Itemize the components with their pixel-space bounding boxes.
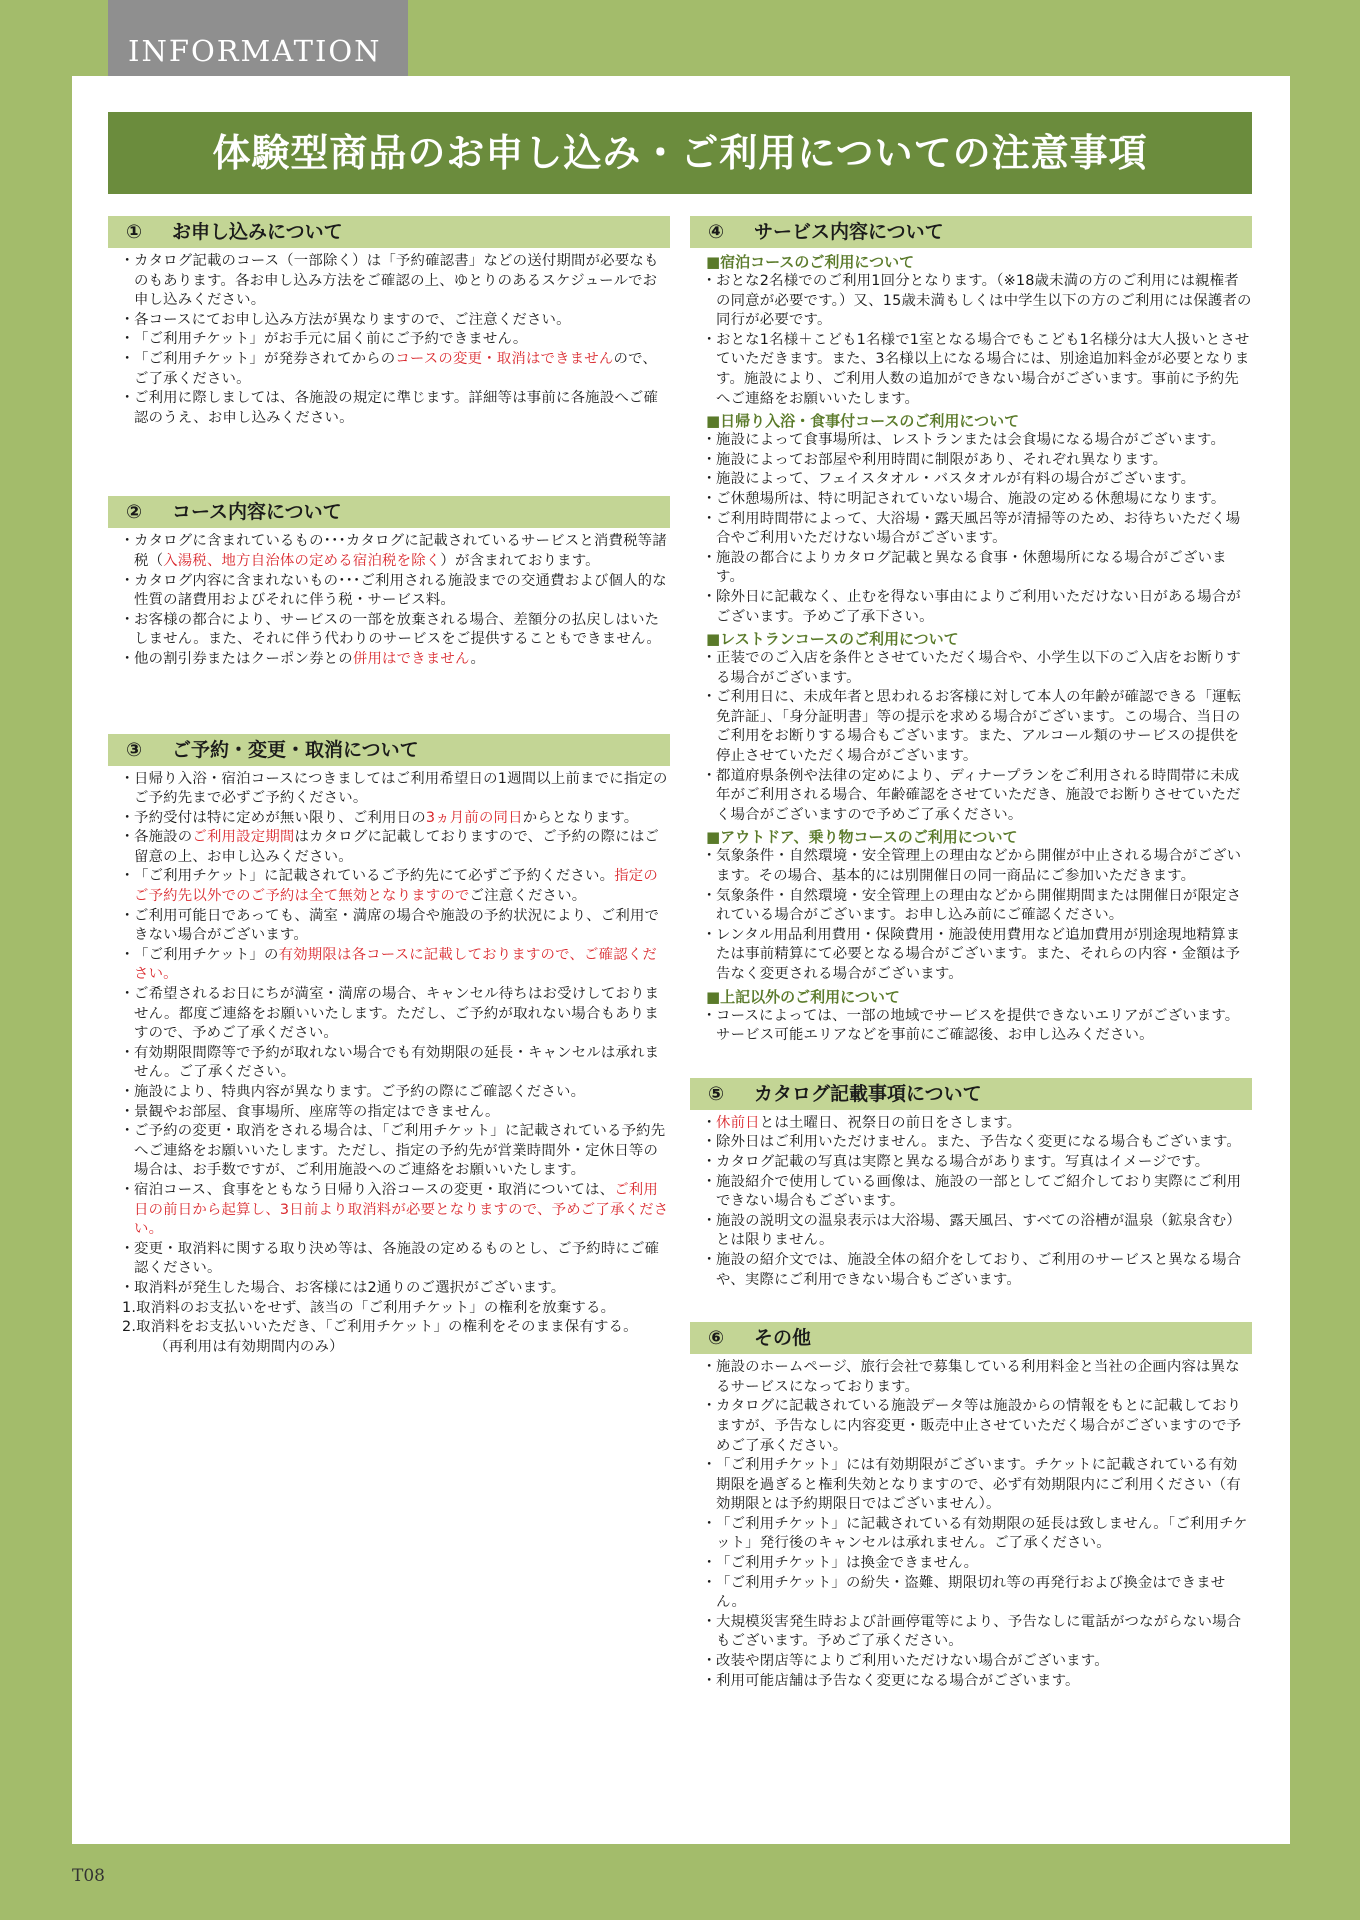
list-item: ・ 大規模災害発生時および計画停電等により、予告なしに電話がつながらない場合もございます。予めご了承ください。 [690, 1613, 1252, 1652]
list-item: ・ 改装や閉店等によりご利用いただけない場合がございます。 [690, 1652, 1252, 1672]
notice-list [690, 1114, 1252, 1290]
list-item: ・ 「ご利用チケット」の紛失・盗難、期限切れ等の再発行および換金はできません。 [690, 1574, 1252, 1613]
list-item: ・ カタログに含まれているもの･･･カタログに記載されているサービスと消費税等諸税（入湯税、地方自治体の定める宿泊税を除く）が含まれております。 [108, 532, 670, 571]
list-item: ・ 施設によって、フェイスタオル・バスタオルが有料の場合がございます。 [690, 470, 1252, 490]
list-item: ・ 施設紹介で使用している画像は、施設の一部としてご紹介しており実際にご利用できない場合もございます。 [690, 1173, 1252, 1212]
section-heading: ④ サービス内容について [690, 216, 1252, 248]
list-item: ・ ご利用時間帯によって、大浴場・露天風呂等が清掃等のため、お待ちいただく場合やご利用いただけない場合がございます。 [690, 510, 1252, 549]
notice-list [690, 649, 1252, 825]
list-item: ・ ご希望されるお日にちが満室・満席の場合、キャンセル待ちはお受けしておりません。都度ご連絡をお願いいたします。ただし、ご予約が取れない場合もありますので、予めご了承ください。 [108, 985, 670, 1044]
list-item: ・ 「ご利用チケット」がお手元に届く前にご予約できません。 [108, 330, 670, 350]
list-item: ・ 利用可能店舗は予告なく変更になる場合がございます。 [690, 1672, 1252, 1692]
left-column [108, 216, 670, 1365]
list-item-option-2: 2.取消料をお支払いいただき、「ご利用チケット」の権利をそのまま保有する。 [122, 1319, 638, 1336]
list-item: ・ 変更・取消料に関する取り決め等は、各施設の定めるものとし、ご予約時にご確認ください。 [108, 1240, 670, 1279]
section-service-content [690, 216, 1252, 1046]
list-item: ・ ご休憩場所は、特に明記されていない場合、施設の定める休憩場になります。 [690, 490, 1252, 510]
list-item: ・ 気象条件・自然環境・安全管理上の理由などから開催が中止される場合がございます。その場合、基本的には別開催日の同一商品にご参加いただきます。 [690, 847, 1252, 886]
list-item: ・ カタログ記載のコース（一部除く）は「予約確認書」などの送付期間が必要なものもあります。各お申し込み方法をご確認の上、ゆとりのあるスケジュールでお申し込みください。 [108, 252, 670, 311]
list-item: ・ カタログ記載の写真は実際と異なる場合があります。写真はイメージです。 [690, 1153, 1252, 1173]
list-item: ・ 施設の都合によりカタログ記載と異なる食事・休憩場所になる場合がございます。 [690, 549, 1252, 588]
list-item: ・ 日帰り入浴・宿泊コースにつきましてはご利用希望日の1週間以上前までに指定のご予約先まで必ずご予約ください。 [108, 770, 670, 809]
subheading-other-usage: ■上記以外のご利用について [706, 987, 900, 1006]
list-item: ・ 施設の説明文の温泉表示は大浴場、露天風呂、すべての浴槽が温泉（鉱泉含む）とは限りません。 [690, 1212, 1252, 1251]
right-column [690, 216, 1252, 1699]
list-item: ・ カタログに記載されている施設データ等は施設からの情報をもとに記載しておりますが、予告なしに内容変更・販売中止させていただく場合がございますので予めご了承ください。 [690, 1397, 1252, 1456]
subheading-lodging: ■宿泊コースのご利用について [706, 253, 915, 271]
list-item: ・ 施設の紹介文では、施設全体の紹介をしており、ご利用のサービスと異なる場合や、実際にご利用できない場合もございます。 [690, 1251, 1252, 1290]
list-item: ・ 他の割引券またはクーポン券との併用はできません。 [108, 650, 670, 670]
list-item: ・ 取消料が発生した場合、お客様には2通りのご選択がございます。 [108, 1279, 670, 1299]
notice-list [690, 1007, 1252, 1046]
section-heading: ⑥ その他 [690, 1322, 1252, 1354]
notice-list [690, 431, 1252, 627]
list-item: ・ 施設により、特典内容が異なります。ご予約の際にご確認ください。 [108, 1083, 670, 1103]
list-item: ・ ご利用可能日であっても、満室・満席の場合や施設の予約状況により、ご利用できない場合がございます。 [108, 907, 670, 946]
information-tab: INFORMATION [108, 0, 408, 88]
section-heading: ③ ご予約・変更・取消について [108, 734, 670, 766]
list-item: ・ 各コースにてお申し込み方法が異なりますので、ご注意ください。 [108, 311, 670, 331]
notice-list [690, 1358, 1252, 1691]
list-item: ・ ご利用に際しましては、各施設の規定に準じます。詳細等は事前に各施設へご確認のうえ、お申し込みください。 [108, 389, 670, 428]
list-item: ・ 「ご利用チケット」には有効期限がございます。チケットに記載されている有効期限を過ぎると権利失効となりますので、必ず有効期限内にご利用ください（有効期限とは予約期限日ではございません）。 [690, 1456, 1252, 1515]
page-number: T08 [72, 1866, 105, 1886]
list-item: ・ 施設のホームページ、旅行会社で募集している利用料金と当社の企画内容は異なるサービスになっております。 [690, 1358, 1252, 1397]
section-other [690, 1322, 1252, 1691]
list-item: ・ 各施設のご利用設定期間はカタログに記載しておりますので、ご予約の際にはご留意の上、お申し込みください。 [108, 828, 670, 867]
list-item: ・ 景観やお部屋、食事場所、座席等の指定はできません。 [108, 1103, 670, 1123]
notice-list [690, 847, 1252, 984]
list-item: ・ カタログ内容に含まれないもの･･･ご利用される施設までの交通費および個人的な性質の諸費用およびそれに伴う税・サービス料。 [108, 572, 670, 611]
list-item: ・ 休前日とは土曜日、祝祭日の前日をさします。 [690, 1114, 1252, 1134]
list-item: ・ 気象条件・自然環境・安全管理上の理由などから開催期間または開催日が限定されている場合がございます。お申し込み前にご確認ください。 [690, 887, 1252, 926]
notice-list [108, 532, 670, 669]
section-heading: ② コース内容について [108, 496, 670, 528]
list-item: ・ 予約受付は特に定めが無い限り、ご利用日の3ヵ月前の同日からとなります。 [108, 809, 670, 829]
list-item: ・ 正装でのご入店を条件とさせていただく場合や、小学生以下のご入店をお断りする場合がございます。 [690, 649, 1252, 688]
section-heading: ① お申し込みについて [108, 216, 670, 248]
list-item: ・ おとな2名様でのご利用1回分となります。（※18歳未満の方のご利用には親権者の同意が必要です。）又、15歳未満もしくは中学生以下の方のご利用には保護者の同行が必要です。 [690, 272, 1252, 331]
subheading-outdoor: ■アウトドア、乗り物コースのご利用について [706, 828, 1018, 847]
list-item: ・ 除外日はご利用いただけません。また、予告なく変更になる場合もございます。 [690, 1133, 1252, 1153]
subheading-day-trip: ■日帰り入浴・食事付コースのご利用について [706, 412, 1020, 431]
list-item: ・ 「ご利用チケット」に記載されている有効期限の延長は致しません。「ご利用チケット」発行後のキャンセルは承れません。ご了承ください。 [690, 1515, 1252, 1554]
list-item-note: （再利用は有効期間内のみ） [154, 1338, 344, 1355]
section-course-content [108, 496, 670, 669]
page-title: 体験型商品のお申し込み・ご利用についての注意事項 [108, 112, 1252, 194]
section-heading: ⑤ カタログ記載事項について [690, 1078, 1252, 1110]
list-item: ・ 宿泊コース、食事をともなう日帰り入浴コースの変更・取消については、ご利用日の前日から起算し、3日前より取消料が必要となりますので、予めご了承ください。 [108, 1181, 670, 1240]
list-item: ・ 「ご利用チケット」の有効期限は各コースに記載しておりますので、ご確認ください。 [108, 946, 670, 985]
list-item: ・ ご予約の変更・取消をされる場合は、「ご利用チケット」に記載されている予約先へご連絡をお願いいたします。ただし、指定の予約先が営業時間外・定休日等の場合は、お手数ですが、ご利用施設へのご連絡をお願いいたします。 [108, 1122, 670, 1181]
list-item: ・ 「ご利用チケット」は換金できません。 [690, 1554, 1252, 1574]
section-catalog-notes [690, 1078, 1252, 1290]
list-item: ・ レンタル用品利用費用・保険費用・施設使用費用など追加費用が別途現地精算または事前精算にて必要となる場合がございます。また、それらの内容・金額は予告なく変更される場合がございます。 [690, 926, 1252, 985]
list-item: ・ コースによっては、一部の地域でサービスを提供できないエリアがございます。サービス可能エリアなどを事前にご確認後、お申し込みください。 [690, 1007, 1252, 1046]
subheading-restaurant: ■レストランコースのご利用について [706, 630, 959, 649]
notice-list [108, 770, 670, 1358]
list-item: ・ ご利用日に、未成年者と思われるお客様に対して本人の年齢が確認できる「運転免許証」、「身分証明書」等の提示を求める場合がございます。この場合、当日のご利用をお断りする場合もございます。また、アルコール類のサービスの提供を停止させていただく場合がございます。 [690, 688, 1252, 766]
list-item: ・ 有効期限間際等で予約が取れない場合でも有効期限の延長・キャンセルは承れません。ご了承ください。 [108, 1044, 670, 1083]
notice-list [108, 252, 670, 428]
list-item: ・ 除外日に記載なく、止むを得ない事由によりご利用いただけない日がある場合がございます。予めご了承下さい。 [690, 588, 1252, 627]
list-item: ・ 都道府県条例や法律の定めにより、ディナープランをご利用される時間帯に未成年がご利用される場合、年齢確認をさせていただき、施設でお断りさせていただく場合がございますので予めご了承ください。 [690, 767, 1252, 826]
section-application [108, 216, 670, 428]
list-item: ・ お客様の都合により、サービスの一部を放棄される場合、差額分の払戻しはいたしません。また、それに伴う代わりのサービスをご提供することもできません。 [108, 611, 670, 650]
list-item: ・ 施設によって食事場所は、レストランまたは会食場になる場合がございます。 [690, 431, 1252, 451]
list-item: ・ おとな1名様＋こども1名様で1室となる場合でもこども1名様分は大人扱いとさせていただきます。また、3名様以上になる場合には、別途追加料金が必要となります。施設により、ご利用人数の追加ができない場合がございます。事前に予約先へご連絡をお願いいたします。 [690, 331, 1252, 409]
notice-list [690, 272, 1252, 409]
list-item-option-1: 1.取消料のお支払いをせず、該当の「ご利用チケット」の権利を放棄する。 [122, 1299, 616, 1316]
list-item: ・ 「ご利用チケット」が発券されてからのコースの変更・取消はできませんので、ご了承ください。 [108, 350, 670, 389]
list-item: ・ 施設によってお部屋や利用時間に制限があり、それぞれ異なります。 [690, 451, 1252, 471]
section-reservation [108, 734, 670, 1358]
list-item: ・ 「ご利用チケット」に記載されているご予約先にて必ずご予約ください。指定のご予約先以外でのご予約は全て無効となりますのでご注意ください。 [108, 867, 670, 906]
